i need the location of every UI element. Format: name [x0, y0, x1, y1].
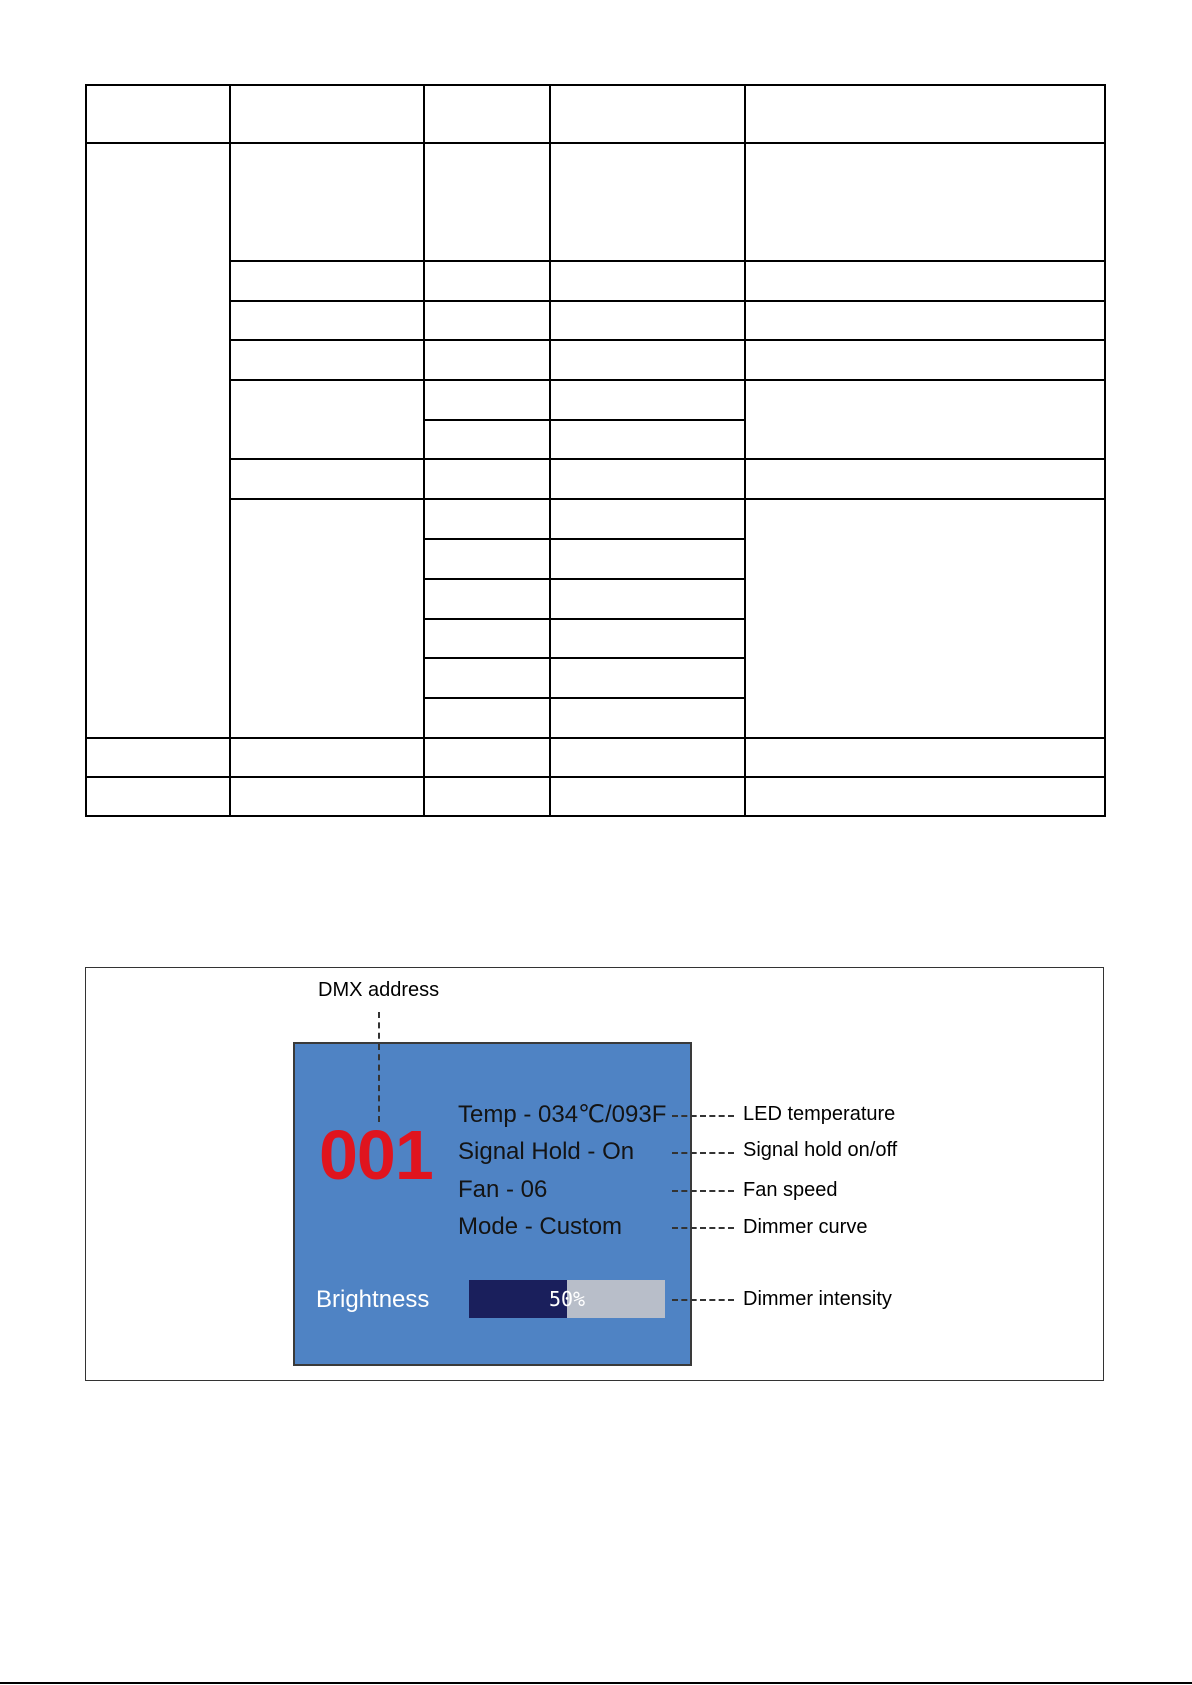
table-col-rule — [744, 84, 746, 817]
table-row-rule — [229, 300, 1106, 302]
mode-leader — [672, 1227, 734, 1229]
table-subrow-rule — [423, 419, 745, 421]
table-row-rule — [229, 458, 1106, 460]
table-subrow-rule — [423, 618, 745, 620]
table-header-rule — [85, 142, 1106, 144]
table-border-bottom — [85, 815, 1106, 817]
page-bottom-rule — [0, 1682, 1192, 1684]
table-row-rule — [85, 776, 1106, 778]
table-row-rule — [229, 379, 1106, 381]
table-col-rule — [1104, 84, 1106, 817]
brightness-label: Brightness — [316, 1286, 430, 1313]
table-subrow-rule — [423, 697, 745, 699]
table-subrow-rule — [423, 538, 745, 540]
table-col-rule — [423, 84, 425, 817]
table-subrow-rule — [423, 578, 745, 580]
dmx-address-label: DMX address — [318, 979, 440, 1001]
brightness-bar — [469, 1280, 665, 1318]
mode-annotation: Dimmer curve — [743, 1216, 868, 1238]
fan-readout: Fan - 06 — [458, 1176, 548, 1203]
temp-readout: Temp - 034℃/093F — [458, 1101, 667, 1128]
signal-hold-annotation: Signal hold on/off — [743, 1139, 898, 1161]
table-col-rule — [549, 84, 551, 817]
table-border-top — [85, 84, 1106, 86]
brightness-annotation: Dimmer intensity — [743, 1288, 892, 1310]
brightness-leader — [672, 1299, 734, 1301]
mode-readout: Mode - Custom — [458, 1213, 623, 1240]
table-row-rule — [229, 498, 1106, 500]
brightness-percent: 50% — [548, 1287, 586, 1311]
table-col-rule — [85, 84, 87, 817]
table-row-rule — [229, 260, 1106, 262]
table-subrow-rule — [423, 657, 745, 659]
dmx-address-leader-inner — [378, 1044, 380, 1122]
fan-annotation: Fan speed — [743, 1179, 838, 1201]
signal-hold-leader — [672, 1152, 734, 1154]
temp-annotation: LED temperature — [743, 1103, 896, 1125]
table-row-rule — [229, 339, 1106, 341]
fan-leader — [672, 1190, 734, 1192]
signal-hold-readout: Signal Hold - On — [458, 1138, 635, 1165]
dmx-address-value: 001 — [319, 1116, 433, 1194]
table-row-rule — [85, 737, 1106, 739]
table-col-rule — [229, 84, 231, 817]
temp-leader — [672, 1115, 734, 1117]
